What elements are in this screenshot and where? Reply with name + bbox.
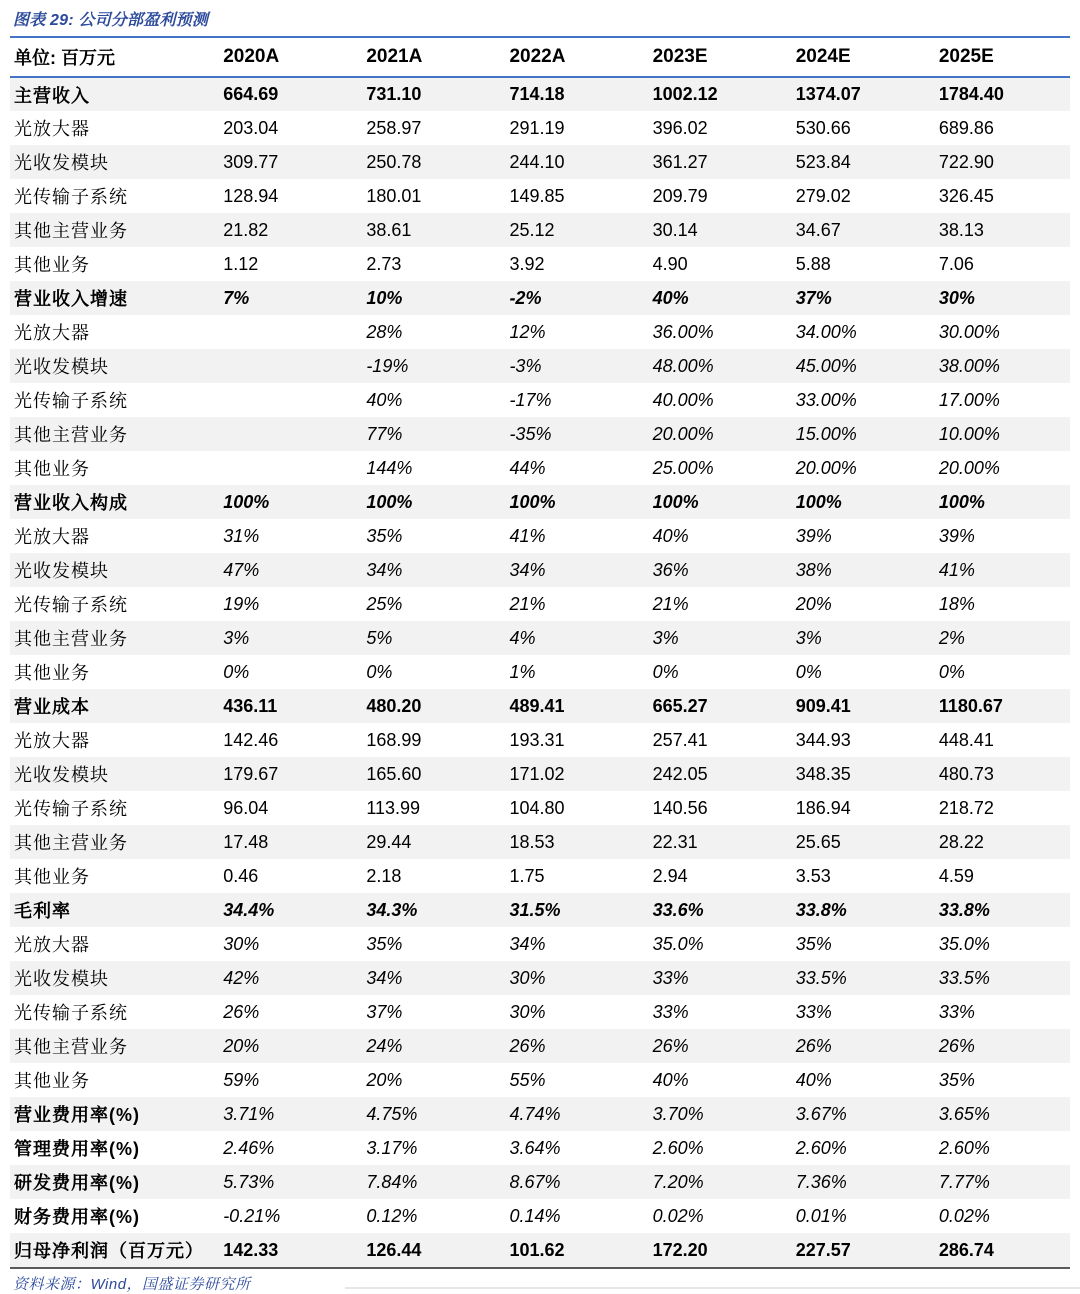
cell-value: 96.04 bbox=[223, 797, 269, 818]
cell-value: 104.80 bbox=[509, 797, 565, 818]
row-label: 其他主营业务 bbox=[14, 833, 128, 853]
cell-value: 172.20 bbox=[652, 1239, 708, 1260]
cell-value: 665.27 bbox=[652, 695, 708, 716]
cell-value bbox=[211, 451, 354, 485]
cell-value: 7.77% bbox=[938, 1171, 990, 1192]
cell-value: 30.00% bbox=[938, 321, 1000, 342]
cell-value: 3.70% bbox=[652, 1103, 704, 1124]
row-label: 光收发模块 bbox=[14, 153, 109, 173]
cell-value: 2.73 bbox=[366, 253, 402, 274]
cell-value: 20% bbox=[366, 1069, 403, 1090]
cell-value: 2.60% bbox=[652, 1137, 704, 1158]
cell-value: 113.99 bbox=[366, 797, 421, 818]
cell-value: 1.75 bbox=[509, 865, 545, 886]
unit-label: 单位: 百万元 bbox=[14, 48, 115, 68]
cell-value: 2.60% bbox=[795, 1137, 847, 1158]
table-row bbox=[10, 383, 1070, 417]
cell-value: 1002.12 bbox=[652, 84, 718, 104]
cell-value: 40% bbox=[652, 287, 689, 308]
cell-value: 480.20 bbox=[366, 695, 422, 716]
table-row bbox=[10, 451, 1070, 485]
cell-value: 41% bbox=[938, 559, 975, 580]
cell-value: 193.31 bbox=[509, 729, 565, 750]
cell-value: 326.45 bbox=[938, 185, 994, 206]
cell-value: 10% bbox=[366, 287, 403, 308]
cell-value: 396.02 bbox=[652, 117, 708, 138]
cell-value: 35.0% bbox=[938, 933, 990, 954]
row-label: 光收发模块 bbox=[14, 765, 109, 785]
cell-value: 664.69 bbox=[223, 84, 279, 104]
cell-value: 20.00% bbox=[938, 457, 1000, 478]
table-row bbox=[10, 1233, 1070, 1267]
row-label: 其他主营业务 bbox=[14, 221, 128, 241]
table-row bbox=[10, 349, 1070, 383]
cell-value: 19% bbox=[223, 593, 260, 614]
cell-value: 25% bbox=[366, 593, 403, 614]
cell-value: 3.71% bbox=[223, 1103, 275, 1124]
cell-value: 1784.40 bbox=[938, 84, 1004, 104]
row-label: 光放大器 bbox=[14, 935, 90, 955]
row-label: 其他业务 bbox=[14, 255, 90, 275]
row-label: 光收发模块 bbox=[14, 969, 109, 989]
cell-value: 3.53 bbox=[795, 865, 831, 886]
cell-value: 4.59 bbox=[938, 865, 974, 886]
table-row bbox=[10, 417, 1070, 451]
table-row bbox=[10, 995, 1070, 1029]
cell-value: 1180.67 bbox=[938, 695, 1003, 716]
cell-value: 714.18 bbox=[509, 84, 565, 104]
cell-value bbox=[211, 315, 354, 349]
table-body bbox=[10, 77, 1070, 1267]
cell-value: 20% bbox=[795, 593, 832, 614]
cell-value: 33% bbox=[652, 1001, 689, 1022]
cell-value: 242.05 bbox=[652, 763, 708, 784]
cell-value: -19% bbox=[366, 355, 409, 376]
cell-value: 31.5% bbox=[509, 899, 561, 920]
cell-value: 530.66 bbox=[795, 117, 851, 138]
column-header: 2023E bbox=[652, 46, 708, 67]
cell-value: 45.00% bbox=[795, 355, 857, 376]
row-label: 光传输子系统 bbox=[14, 799, 128, 819]
cell-value: 33.00% bbox=[795, 389, 857, 410]
cell-value: 100% bbox=[366, 491, 413, 512]
row-label: 光放大器 bbox=[14, 731, 90, 751]
cell-value: 7.20% bbox=[652, 1171, 704, 1192]
row-label: 其他主营业务 bbox=[14, 1037, 128, 1057]
cell-value: 0% bbox=[795, 661, 822, 682]
table-row bbox=[10, 281, 1070, 315]
cell-value: 21.82 bbox=[223, 219, 269, 240]
cell-value: 35% bbox=[795, 933, 832, 954]
cell-value: 44% bbox=[509, 457, 546, 478]
row-label: 毛利率 bbox=[14, 901, 71, 921]
cell-value: 523.84 bbox=[795, 151, 851, 172]
cell-value: 26% bbox=[509, 1035, 546, 1056]
cell-value: 31% bbox=[223, 525, 260, 546]
cell-value: 8.67% bbox=[509, 1171, 561, 1192]
cell-value: 171.02 bbox=[509, 763, 565, 784]
row-label: 光收发模块 bbox=[14, 561, 109, 581]
cell-value: 0.01% bbox=[795, 1205, 847, 1226]
cell-value: 25.65 bbox=[795, 831, 841, 852]
row-label: 光传输子系统 bbox=[14, 1003, 128, 1023]
cell-value: 361.27 bbox=[652, 151, 708, 172]
cell-value: 22.31 bbox=[652, 831, 698, 852]
cell-value: 35% bbox=[366, 933, 403, 954]
cell-value: 26% bbox=[652, 1035, 689, 1056]
row-label: 光收发模块 bbox=[14, 357, 109, 377]
cell-value: 250.78 bbox=[366, 151, 422, 172]
cell-value: 258.97 bbox=[366, 117, 422, 138]
cell-value: 180.01 bbox=[366, 185, 422, 206]
cell-value: 909.41 bbox=[795, 695, 851, 716]
cell-value: 279.02 bbox=[795, 185, 851, 206]
cell-value: 2.94 bbox=[652, 865, 688, 886]
row-label: 营业收入增速 bbox=[14, 289, 128, 309]
cell-value: 40% bbox=[652, 1069, 689, 1090]
cell-value: 3.17% bbox=[366, 1137, 418, 1158]
cell-value: 12% bbox=[509, 321, 546, 342]
table-row bbox=[10, 213, 1070, 247]
table-row bbox=[10, 485, 1070, 519]
cell-value: 10.00% bbox=[938, 423, 1000, 444]
cell-value: 179.67 bbox=[223, 763, 279, 784]
cell-value: 100% bbox=[795, 491, 842, 512]
cell-value: 25.12 bbox=[509, 219, 555, 240]
cell-value: 28% bbox=[366, 321, 403, 342]
cell-value: 100% bbox=[223, 491, 270, 512]
cell-value: 25.00% bbox=[652, 457, 714, 478]
table-row bbox=[10, 77, 1070, 111]
cell-value: 309.77 bbox=[223, 151, 279, 172]
cell-value: 40.00% bbox=[652, 389, 714, 410]
row-label: 管理费用率(%) bbox=[14, 1139, 140, 1159]
table-row bbox=[10, 247, 1070, 281]
row-label: 光传输子系统 bbox=[14, 187, 128, 207]
cell-value: 149.85 bbox=[509, 185, 565, 206]
cell-value: 34.67 bbox=[795, 219, 841, 240]
table-row bbox=[10, 1131, 1070, 1165]
cell-value: 257.41 bbox=[652, 729, 708, 750]
cell-value: 33% bbox=[652, 967, 689, 988]
cell-value: 4% bbox=[509, 627, 536, 648]
cell-value: 4.90 bbox=[652, 253, 688, 274]
row-label: 其他业务 bbox=[14, 1071, 90, 1091]
table-row bbox=[10, 791, 1070, 825]
forecast-table bbox=[10, 38, 1070, 1267]
cell-value: 731.10 bbox=[366, 84, 422, 104]
table-row bbox=[10, 179, 1070, 213]
cell-value: 34.3% bbox=[366, 899, 418, 920]
cell-value: 59% bbox=[223, 1069, 260, 1090]
cell-value: 33.5% bbox=[938, 967, 990, 988]
row-label: 营业费用率(%) bbox=[14, 1105, 140, 1125]
cell-value: 21% bbox=[509, 593, 546, 614]
table-row bbox=[10, 1097, 1070, 1131]
table-row bbox=[10, 519, 1070, 553]
table-row bbox=[10, 689, 1070, 723]
cell-value: 20% bbox=[223, 1035, 260, 1056]
cell-value: -35% bbox=[509, 423, 552, 444]
cell-value: 33.6% bbox=[652, 899, 704, 920]
cell-value: 20.00% bbox=[795, 457, 857, 478]
cell-value: 48.00% bbox=[652, 355, 714, 376]
column-header: 2020A bbox=[223, 46, 280, 67]
cell-value: 203.04 bbox=[223, 117, 279, 138]
cell-value: 227.57 bbox=[795, 1239, 851, 1260]
cell-value: 140.56 bbox=[652, 797, 708, 818]
table-row bbox=[10, 723, 1070, 757]
column-header: 2024E bbox=[795, 46, 851, 67]
cell-value bbox=[211, 349, 354, 383]
cell-value: 7.84% bbox=[366, 1171, 418, 1192]
cell-value: 33.8% bbox=[795, 899, 847, 920]
table-row bbox=[10, 825, 1070, 859]
cell-value: 24% bbox=[366, 1035, 403, 1056]
forecast-table-container bbox=[10, 36, 1070, 1269]
cell-value: 77% bbox=[366, 423, 403, 444]
table-row bbox=[10, 1199, 1070, 1233]
cell-value: 7% bbox=[223, 287, 250, 308]
cell-value: 29.44 bbox=[366, 831, 412, 852]
cell-value: 348.35 bbox=[795, 763, 851, 784]
row-label: 其他主营业务 bbox=[14, 425, 128, 445]
cell-value: 2.60% bbox=[938, 1137, 990, 1158]
row-label: 光传输子系统 bbox=[14, 595, 128, 615]
cell-value: 34% bbox=[366, 559, 403, 580]
row-label: 其他业务 bbox=[14, 663, 90, 683]
cell-value: 5.73% bbox=[223, 1171, 275, 1192]
cell-value: 17.48 bbox=[223, 831, 269, 852]
cell-value: 34.00% bbox=[795, 321, 857, 342]
cell-value: 3% bbox=[223, 627, 250, 648]
row-label: 归母净利润（百万元） bbox=[14, 1241, 204, 1261]
cell-value: 0.02% bbox=[652, 1205, 704, 1226]
row-label: 光放大器 bbox=[14, 119, 90, 139]
cell-value: -2% bbox=[509, 287, 542, 308]
table-row bbox=[10, 961, 1070, 995]
table-row bbox=[10, 893, 1070, 927]
cell-value: 47% bbox=[223, 559, 260, 580]
cell-value: 5% bbox=[366, 627, 393, 648]
cell-value: 36.00% bbox=[652, 321, 714, 342]
cell-value: 20.00% bbox=[652, 423, 714, 444]
cell-value: 286.74 bbox=[938, 1239, 994, 1260]
cell-value: 0% bbox=[223, 661, 250, 682]
cell-value: 4.74% bbox=[509, 1103, 561, 1124]
table-row bbox=[10, 927, 1070, 961]
cell-value: 436.11 bbox=[223, 695, 278, 716]
cell-value: 144% bbox=[366, 457, 413, 478]
cell-value: 42% bbox=[223, 967, 260, 988]
cell-value: 722.90 bbox=[938, 151, 994, 172]
cell-value: 0.12% bbox=[366, 1205, 418, 1226]
row-label: 光放大器 bbox=[14, 323, 90, 343]
table-row bbox=[10, 553, 1070, 587]
figure-title: 图表 29: 公司分部盈利预测 bbox=[13, 12, 209, 29]
cell-value: 18% bbox=[938, 593, 975, 614]
cell-value: 244.10 bbox=[509, 151, 565, 172]
cell-value: 100% bbox=[652, 491, 699, 512]
cell-value: 37% bbox=[366, 1001, 403, 1022]
cell-value: 30% bbox=[938, 287, 975, 308]
cell-value: 689.86 bbox=[938, 117, 994, 138]
cell-value: 0.02% bbox=[938, 1205, 990, 1226]
table-row bbox=[10, 859, 1070, 893]
cell-value: 26% bbox=[938, 1035, 975, 1056]
cell-value: 30% bbox=[509, 967, 546, 988]
cell-value: 1% bbox=[509, 661, 536, 682]
cell-value: 38.61 bbox=[366, 219, 412, 240]
cell-value: 34% bbox=[366, 967, 403, 988]
cell-value: 128.94 bbox=[223, 185, 279, 206]
cell-value: 0.14% bbox=[509, 1205, 561, 1226]
cell-value: 3.92 bbox=[509, 253, 545, 274]
cell-value: 1374.07 bbox=[795, 84, 861, 104]
cell-value: 30.14 bbox=[652, 219, 698, 240]
cell-value: 55% bbox=[509, 1069, 546, 1090]
row-label: 其他业务 bbox=[14, 459, 90, 479]
cell-value bbox=[211, 383, 354, 417]
cell-value: 30% bbox=[509, 1001, 546, 1022]
cell-value: 15.00% bbox=[795, 423, 857, 444]
cell-value: 101.62 bbox=[509, 1239, 565, 1260]
row-label: 光传输子系统 bbox=[14, 391, 128, 411]
row-label: 主营收入 bbox=[14, 85, 90, 106]
cell-value: 34% bbox=[509, 559, 546, 580]
table-row bbox=[10, 111, 1070, 145]
cell-value: 168.99 bbox=[366, 729, 422, 750]
cell-value: 186.94 bbox=[795, 797, 851, 818]
cell-value: 2.18 bbox=[366, 865, 402, 886]
cell-value: 100% bbox=[938, 491, 985, 512]
cell-value: -17% bbox=[509, 389, 552, 410]
cell-value: 209.79 bbox=[652, 185, 708, 206]
cell-value: 39% bbox=[938, 525, 975, 546]
cell-value: 142.33 bbox=[223, 1239, 279, 1260]
cell-value: 0% bbox=[938, 661, 965, 682]
row-label: 研发费用率(%) bbox=[14, 1173, 140, 1193]
cell-value: -0.21% bbox=[223, 1205, 281, 1226]
cell-value bbox=[211, 417, 354, 451]
cell-value: 33.5% bbox=[795, 967, 847, 988]
table-row bbox=[10, 1165, 1070, 1199]
table-row bbox=[10, 587, 1070, 621]
cell-value: 28.22 bbox=[938, 831, 984, 852]
cell-value: 34.4% bbox=[223, 899, 275, 920]
cell-value: 0% bbox=[652, 661, 679, 682]
cell-value: 7.36% bbox=[795, 1171, 847, 1192]
cell-value: 26% bbox=[795, 1035, 832, 1056]
cell-value: 40% bbox=[366, 389, 403, 410]
source-note: 资料来源：Wind，国盛证券研究所 bbox=[13, 1276, 251, 1293]
cell-value: 38% bbox=[795, 559, 832, 580]
cell-value: -3% bbox=[509, 355, 542, 376]
cell-value: 3.64% bbox=[509, 1137, 561, 1158]
cell-value: 33% bbox=[938, 1001, 975, 1022]
table-row bbox=[10, 655, 1070, 689]
cell-value: 33% bbox=[795, 1001, 832, 1022]
cell-value: 41% bbox=[509, 525, 546, 546]
table-row bbox=[10, 1029, 1070, 1063]
cell-value: 0% bbox=[366, 661, 393, 682]
cell-value: 35.0% bbox=[652, 933, 704, 954]
table-row bbox=[10, 145, 1070, 179]
cell-value: 38.00% bbox=[938, 355, 1000, 376]
cell-value: 2.46% bbox=[223, 1137, 275, 1158]
table-row bbox=[10, 621, 1070, 655]
cell-value: 21% bbox=[652, 593, 689, 614]
row-label: 营业成本 bbox=[14, 697, 90, 717]
cell-value: 30% bbox=[223, 933, 260, 954]
cell-value: 3% bbox=[795, 627, 822, 648]
cell-value: 38.13 bbox=[938, 219, 984, 240]
column-header: 2021A bbox=[366, 46, 423, 67]
row-label: 财务费用率(%) bbox=[14, 1207, 140, 1227]
cell-value: 18.53 bbox=[509, 831, 555, 852]
cell-value: 35% bbox=[366, 525, 403, 546]
cell-value: 37% bbox=[795, 287, 832, 308]
cell-value: 142.46 bbox=[223, 729, 279, 750]
column-header: 2022A bbox=[509, 46, 566, 67]
cell-value: 17.00% bbox=[938, 389, 1000, 410]
table-row bbox=[10, 757, 1070, 791]
cell-value: 40% bbox=[652, 525, 689, 546]
cell-value: 40% bbox=[795, 1069, 832, 1090]
cell-value: 26% bbox=[223, 1001, 260, 1022]
cell-value: 1.12 bbox=[223, 253, 259, 274]
cell-value: 3.67% bbox=[795, 1103, 847, 1124]
cell-value: 218.72 bbox=[938, 797, 994, 818]
cell-value: 291.19 bbox=[509, 117, 565, 138]
row-label: 其他业务 bbox=[14, 867, 90, 887]
row-label: 营业收入构成 bbox=[14, 493, 128, 513]
cell-value: 3% bbox=[652, 627, 679, 648]
cell-value: 165.60 bbox=[366, 763, 422, 784]
cell-value: 5.88 bbox=[795, 253, 831, 274]
column-header: 2025E bbox=[938, 46, 994, 67]
table-row bbox=[10, 315, 1070, 349]
cell-value: 34% bbox=[509, 933, 546, 954]
table-row bbox=[10, 1063, 1070, 1097]
cell-value: 39% bbox=[795, 525, 832, 546]
cell-value: 36% bbox=[652, 559, 689, 580]
cell-value: 4.75% bbox=[366, 1103, 418, 1124]
cell-value: 100% bbox=[509, 491, 556, 512]
cell-value: 480.73 bbox=[938, 763, 994, 784]
cell-value: 448.41 bbox=[938, 729, 994, 750]
cell-value: 7.06 bbox=[938, 253, 974, 274]
cell-value: 489.41 bbox=[509, 695, 565, 716]
cell-value: 0.46 bbox=[223, 865, 259, 886]
cell-value: 35% bbox=[938, 1069, 975, 1090]
cell-value: 3.65% bbox=[938, 1103, 990, 1124]
cell-value: 2% bbox=[938, 627, 965, 648]
cell-value: 33.8% bbox=[938, 899, 990, 920]
cell-value: 344.93 bbox=[795, 729, 851, 750]
row-label: 光放大器 bbox=[14, 527, 90, 547]
cell-value: 126.44 bbox=[366, 1239, 422, 1260]
row-label: 其他主营业务 bbox=[14, 629, 128, 649]
header-row bbox=[10, 38, 1070, 77]
